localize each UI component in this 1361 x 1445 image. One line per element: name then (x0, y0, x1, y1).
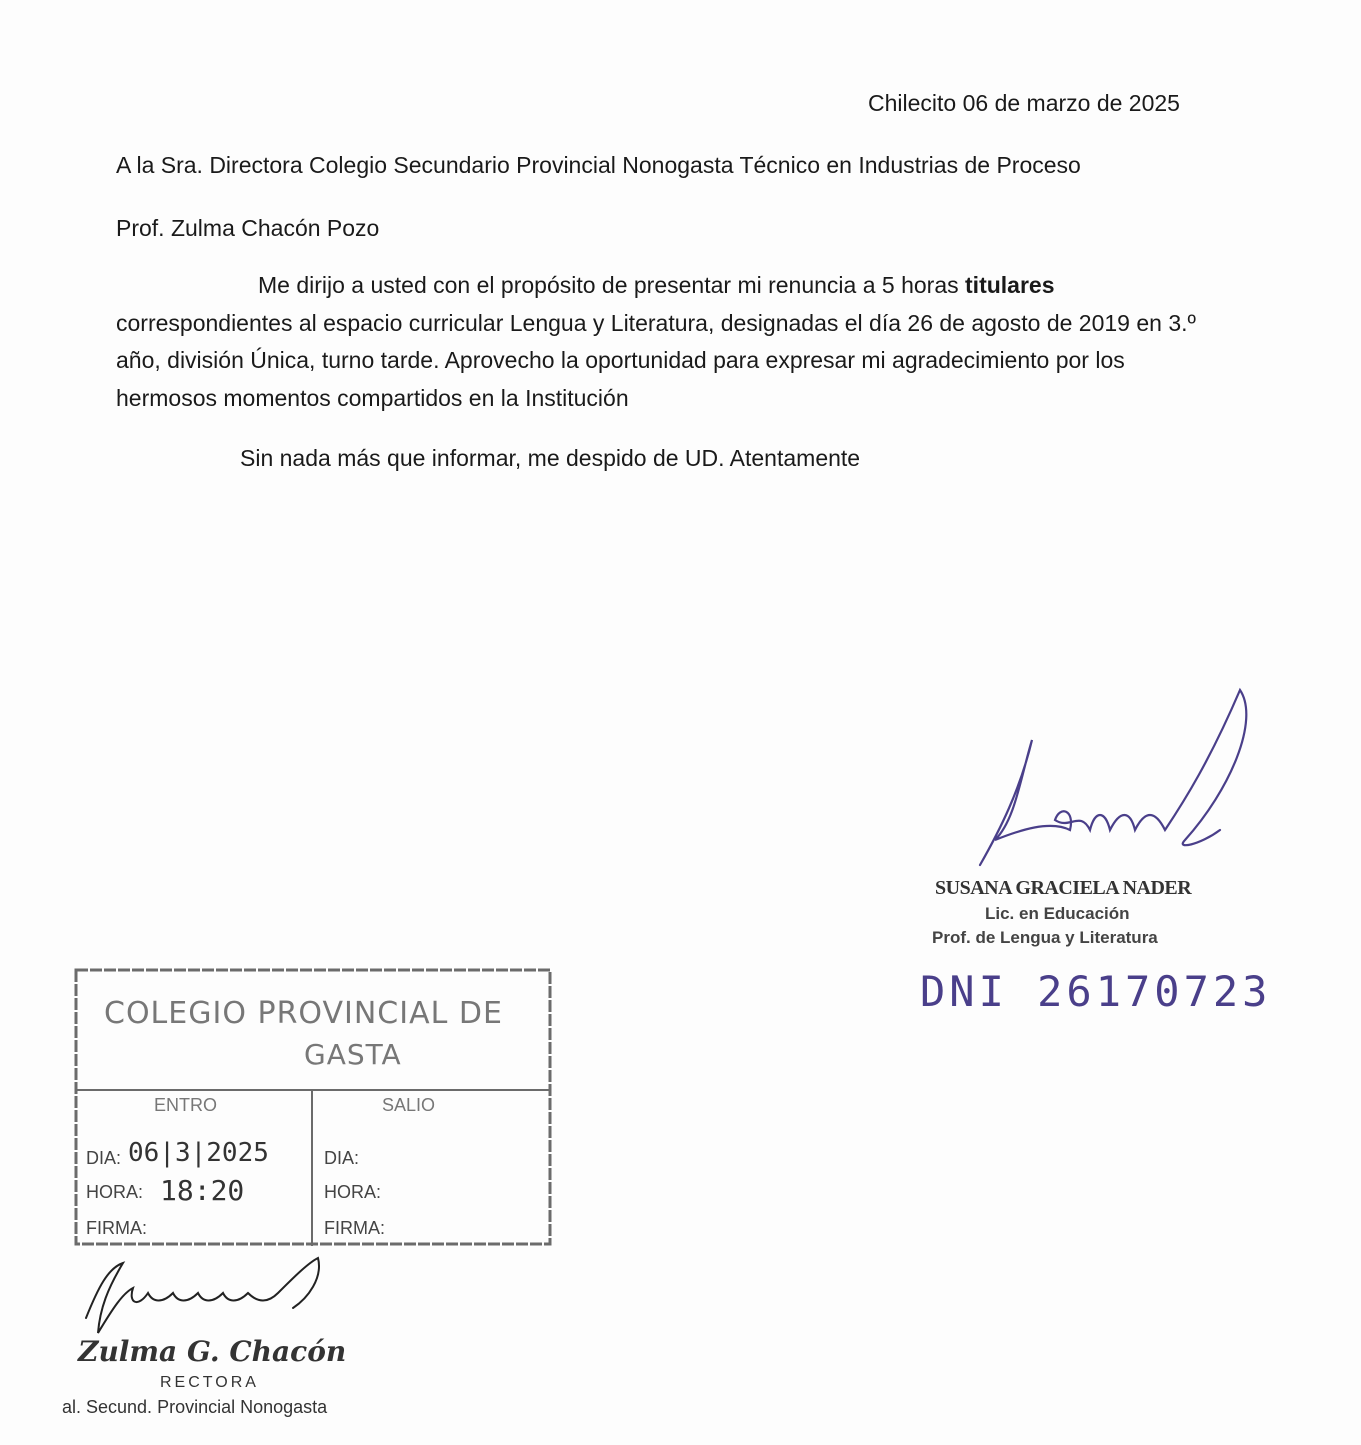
signer-title1: Lic. en Educación (985, 904, 1130, 923)
letter-date: Chilecito 06 de marzo de 2025 (868, 90, 1180, 116)
letter-body-part2: correspondientes al espacio curricular Lengua y Literatura, designadas el día 26 de agosto de 2019 en 3.º año, división Única, turno tarde. Aprovecho la oportunidad para expresar mi agradecimiento por los hermosos momentos compartidos en la Institución (116, 309, 1196, 411)
signer-signature (960, 680, 1260, 880)
rector-signature (78, 1248, 338, 1338)
stamp-out-day-label: DIA: (324, 1148, 360, 1168)
rector-institution: al. Secund. Provincial Nonogasta (62, 1397, 328, 1417)
stamp-in-day-label: DIA: (86, 1148, 122, 1168)
letter-body (116, 267, 1226, 417)
stamp-out-sign-label: FIRMA: (324, 1218, 385, 1238)
signer-name: SUSANA GRACIELA NADER (935, 877, 1192, 899)
reception-stamp (74, 968, 554, 1250)
stamp-header-line2: GASTA (304, 1038, 402, 1071)
stamp-out-hour-label: HORA: (324, 1182, 382, 1202)
letter-body-bold: titulares (965, 272, 1055, 298)
stamp-in-day-value: 06|3|2025 (128, 1138, 269, 1168)
letter-addressee-name: Prof. Zulma Chacón Pozo (116, 215, 380, 241)
stamp-header-line1: COLEGIO PROVINCIAL DE (104, 996, 503, 1031)
stamp-in-hour-label: HORA: (86, 1182, 144, 1202)
stamp-col-out: SALIO (382, 1095, 436, 1115)
letter-closing: Sin nada más que informar, me despido de UD. Atentamente (240, 445, 861, 471)
rector-name: Zulma G. Chacón (78, 1335, 347, 1368)
signer-dni: DNI 26170723 (920, 967, 1272, 1016)
stamp-col-in: ENTRO (154, 1095, 217, 1115)
letter-body-part1: Me dirijo a usted con el propósito de presentar mi renuncia a 5 horas (258, 272, 966, 298)
signer-title2: Prof. de Lengua y Literatura (932, 928, 1158, 947)
stamp-in-sign-label: FIRMA: (86, 1218, 147, 1238)
letter-addressee: A la Sra. Directora Colegio Secundario Provincial Nonogasta Técnico en Industrias de Proceso (116, 152, 1081, 178)
rector-role: RECTORA (160, 1374, 259, 1391)
stamp-in-hour-value: 18:20 (160, 1174, 245, 1207)
